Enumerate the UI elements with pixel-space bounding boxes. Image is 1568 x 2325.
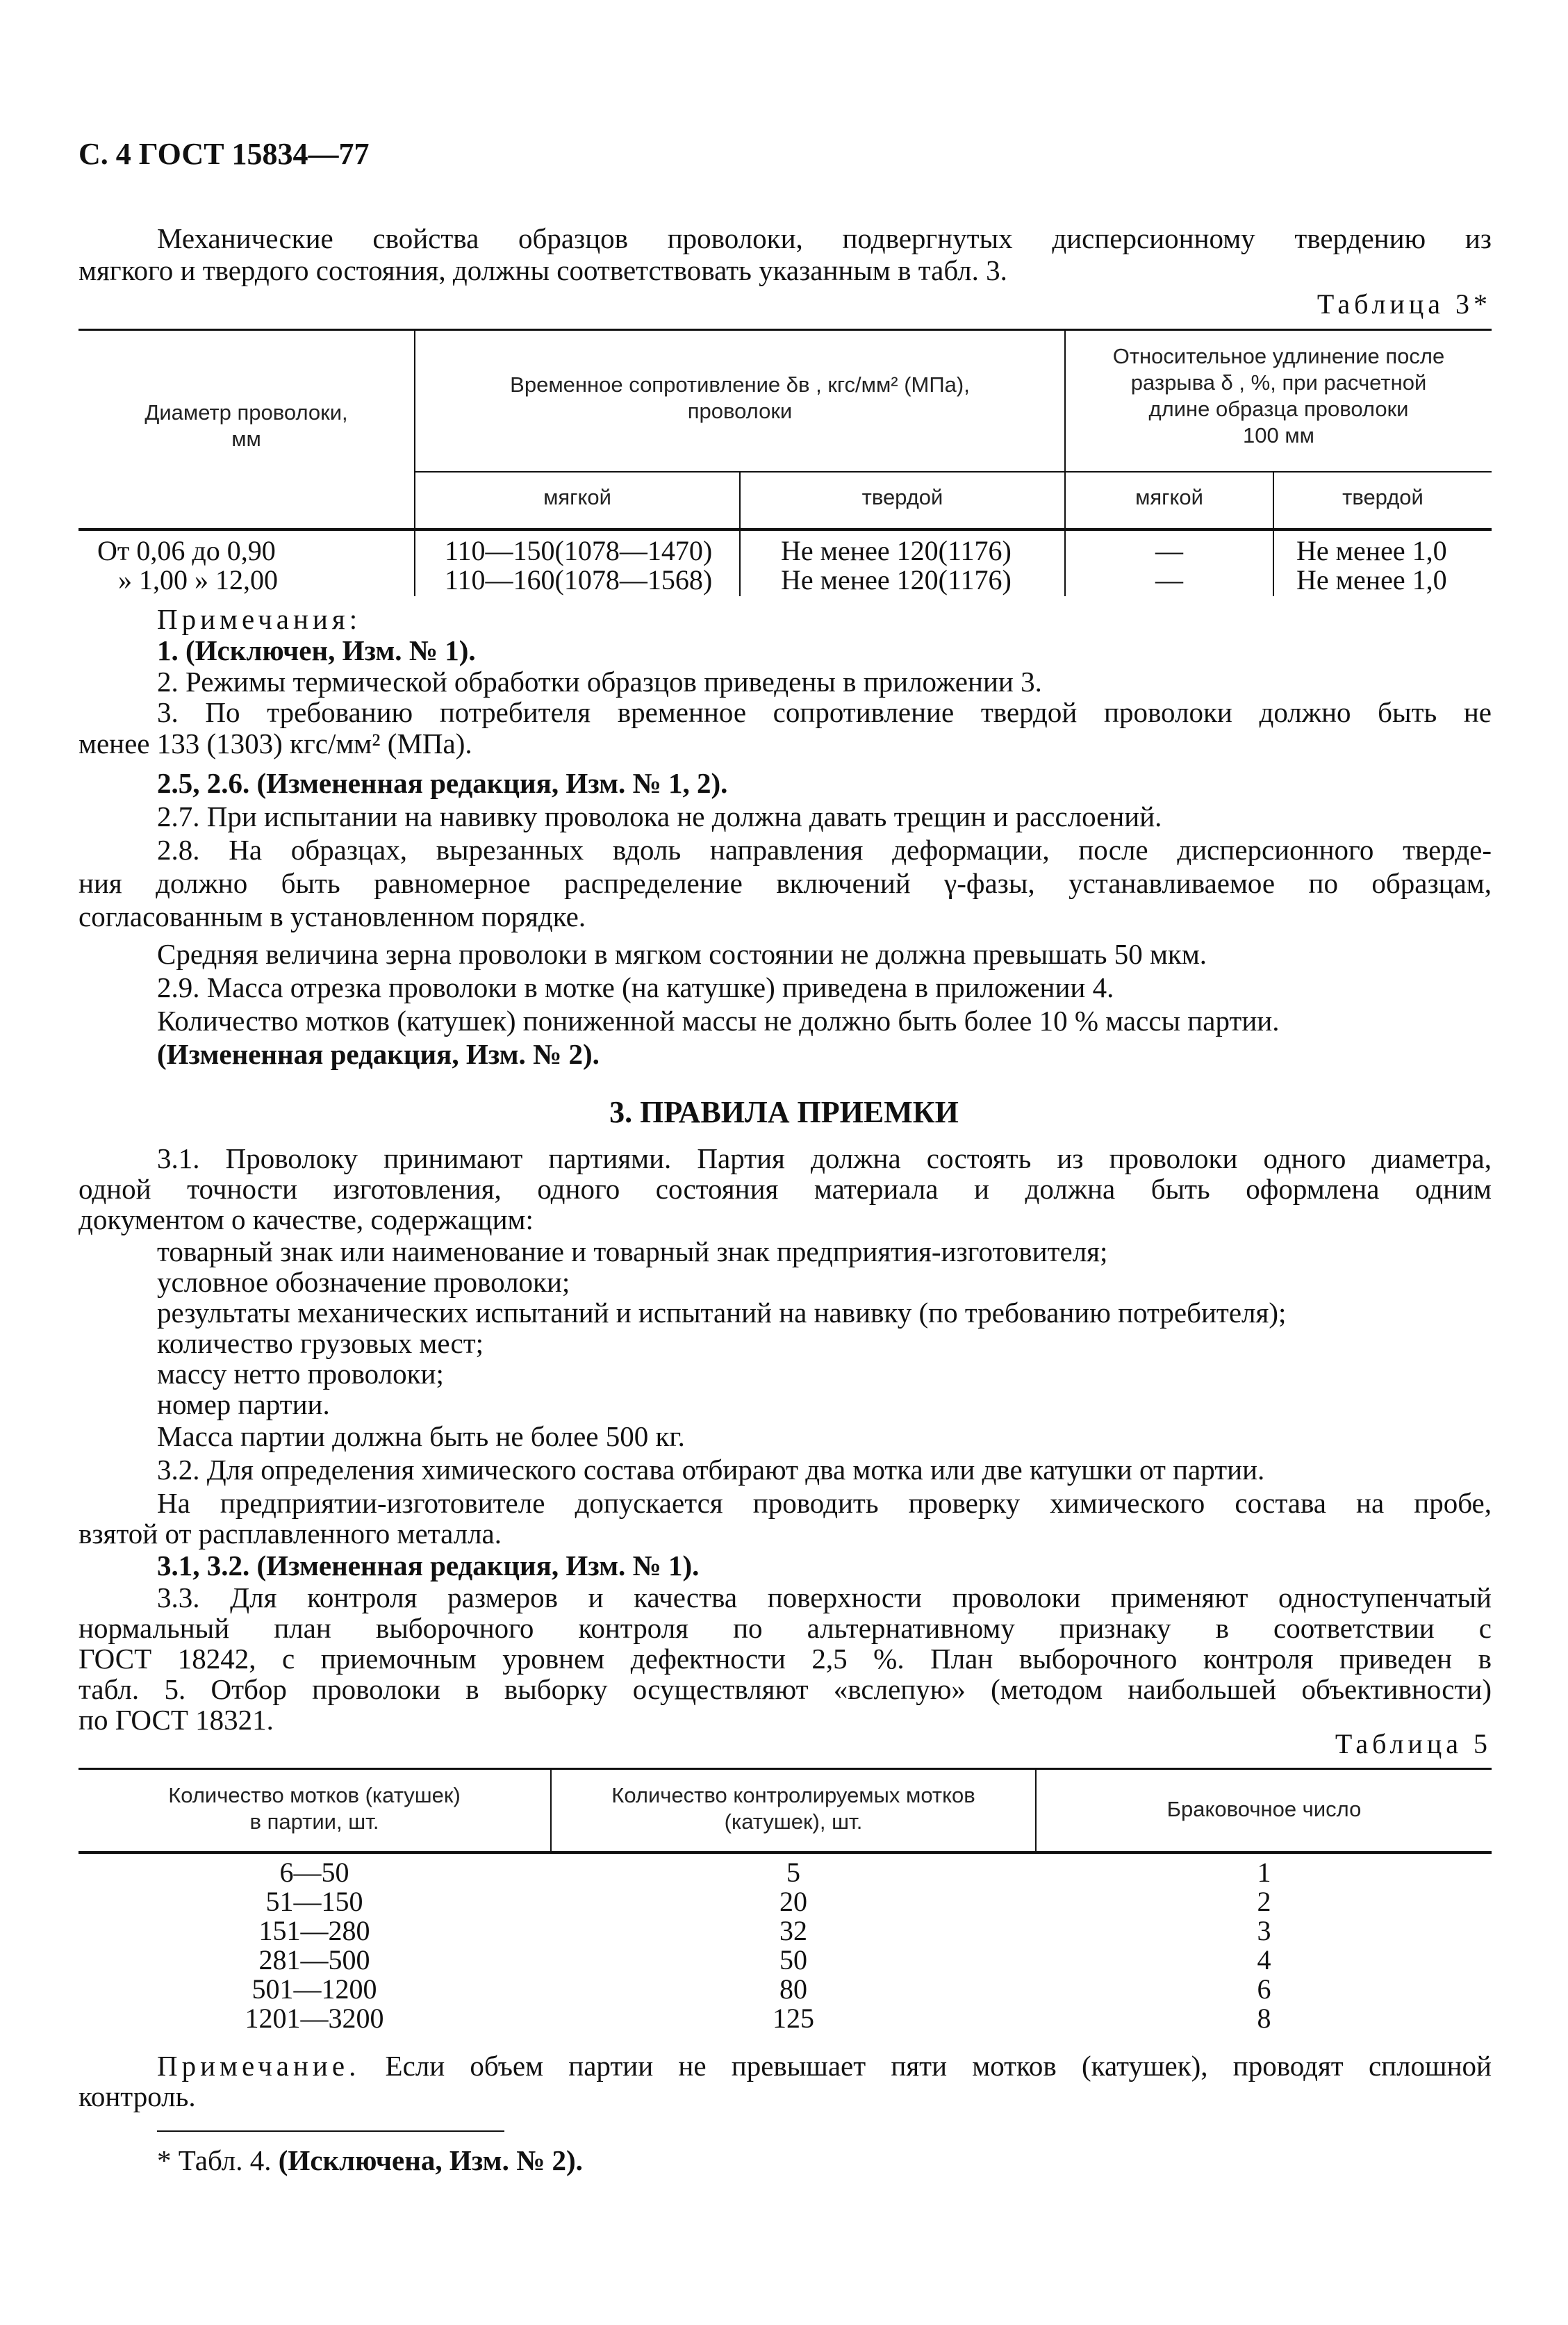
section-3-title: 3. ПРАВИЛА ПРИЕМКИ	[609, 1095, 959, 1129]
para-3-1-line1: 3.1. Проволоку принимают партиями. Партия должна состоять из проволоки одного диаметра,	[157, 1142, 1492, 1174]
table3-header-strength: Временное сопротивление δв , кгс/мм² (МПа), проволоки	[510, 372, 970, 423]
table5-cell-reject: 3	[1257, 1915, 1271, 1946]
para-2-8-line2: ния должно быть равномерное распределение включений γ-фазы, устанавливаемое по образцам,	[79, 867, 1492, 899]
table5-cell-coils: 1201—3200	[245, 2003, 384, 2034]
table5-cell-reject: 1	[1257, 1857, 1271, 1888]
para-2-8-line1: 2.8. На образцах, вырезанных вдоль направления деформации, после дисперсионного тверде-	[157, 834, 1492, 866]
table3-cell-diameter: » 1,00 » 12,00	[118, 564, 278, 595]
table5-cell-coils: 6—50	[279, 1857, 349, 1888]
table5-cell-controlled: 50	[779, 1944, 807, 1975]
footnote-prefix: * Табл. 4.	[157, 2144, 279, 2176]
para-2-7: 2.7. При испытании на навивку проволока не должна давать трещин и расслоений.	[157, 800, 1162, 832]
para-3-3-line3: ГОСТ 18242, с приемочным уровнем дефектности 2,5 %. План выборочного контроля приведен в	[79, 1643, 1492, 1675]
notes3-item-1: 1. (Исключен, Изм. № 1).	[157, 634, 476, 666]
footnote-bold: (Исключена, Изм. № 2).	[278, 2144, 583, 2176]
list-item: количество грузовых мест;	[157, 1327, 484, 1359]
notes3-item-3a: 3. По требованию потребителя временное сопротивление твердой проволоки должно быть не	[157, 696, 1492, 728]
table5-cell-coils: 281—500	[258, 1944, 370, 1975]
para-3-3-line5: по ГОСТ 18321.	[79, 1704, 274, 1736]
footnote-divider	[157, 2130, 504, 2132]
note5-label: Примечание.	[157, 2050, 361, 2082]
table5-cell-coils: 51—150	[265, 1886, 363, 1917]
note5-line1	[157, 2050, 1492, 2082]
table5-header-controlled: Количество контролируемых мотков (катушек), шт.	[611, 1783, 975, 1834]
notes3-title: Примечания:	[157, 603, 362, 635]
para-reduced-mass: Количество мотков (катушек) пониженной массы не должно быть более 10 % массы партии.	[157, 1005, 1280, 1037]
table3-cell-strength-soft: 110—160(1078—1568)	[445, 564, 713, 595]
para-2-8-line3: согласованным в установленном порядке.	[79, 901, 586, 933]
list-item: товарный знак или наименование и товарный знак предприятия-изготовителя;	[157, 1235, 1108, 1267]
para-3-3-line2: нормальный план выборочного контроля по альтернативному признаку в соответствии с	[79, 1612, 1492, 1644]
table5-cell-reject: 2	[1257, 1886, 1271, 1917]
table3-cell-strength-hard: Не менее 120(1176)	[781, 564, 1012, 595]
para-3-2-b-line2: взятой от расплавленного металла.	[79, 1518, 502, 1550]
table5-header-coils: Количество мотков (катушек) в партии, шт.	[168, 1783, 461, 1834]
para-3-3-line1: 3.3. Для контроля размеров и качества поверхности проволоки применяют одноступенчатый	[157, 1582, 1492, 1613]
table3-caption: Таблица 3*	[1317, 288, 1492, 320]
note5-line2: контроль.	[79, 2080, 196, 2112]
table5-cell-controlled: 32	[779, 1915, 807, 1946]
notes3-item-3b: менее 133 (1303) кгс/мм² (МПа).	[79, 728, 472, 759]
para-3-1-line3: документом о качестве, содержащим:	[79, 1203, 534, 1235]
note5-text: Если объем партии не превышает пяти мотков (катушек), проводят сплошной	[360, 2050, 1492, 2082]
table5-cell-controlled: 5	[786, 1857, 800, 1888]
para-2-9: 2.9. Масса отрезка проволоки в мотке (на катушке) приведена в приложении 4.	[157, 971, 1114, 1003]
footnote	[157, 2144, 1492, 2176]
table3-header-elong-hard: твердой	[1342, 485, 1423, 509]
para-grain: Средняя величина зерна проволоки в мягком состоянии не должна превышать 50 мкм.	[157, 938, 1207, 970]
table5-header-reject: Браковочное число	[1166, 1797, 1362, 1821]
para-3-1-3-2-edit: 3.1, 3.2. (Измененная редакция, Изм. № 1).	[157, 1550, 700, 1582]
para-3-2: 3.2. Для определения химического состава отбирают два мотка или две катушки от партии.	[157, 1454, 1265, 1486]
table5-cell-reject: 8	[1257, 2003, 1271, 2034]
list-item: результаты механических испытаний и испытаний на навивку (по требованию потребителя);	[157, 1297, 1287, 1329]
table5-caption: Таблица 5	[1335, 1728, 1492, 1759]
table5-cell-coils: 151—280	[258, 1915, 370, 1946]
table3-header-strength-soft: мягкой	[543, 485, 611, 509]
table3-cell-elong-hard: Не менее 1,0	[1296, 564, 1447, 595]
table5-cell-coils: 501—1200	[251, 1973, 377, 2005]
table5-cell-controlled: 20	[779, 1886, 807, 1917]
intro-line-2: мягкого и твердого состояния, должны соответствовать указанным в табл. 3.	[79, 254, 1007, 286]
table3-cell-diameter: От 0,06 до 0,90	[97, 535, 276, 566]
table3-cell-strength-hard: Не менее 120(1176)	[781, 535, 1012, 566]
para-edit-2: (Измененная редакция, Изм. № 2).	[157, 1038, 600, 1070]
page-header: С. 4 ГОСТ 15834—77	[79, 137, 370, 171]
list-item: номер партии.	[157, 1388, 330, 1420]
notes3-item-2: 2. Режимы термической обработки образцов приведены в приложении 3.	[157, 666, 1042, 698]
para-3-3-line4: табл. 5. Отбор проволоки в выборку осуществляют «вслепую» (методом наибольшей объективности)	[79, 1673, 1492, 1705]
para-mass: Масса партии должна быть не более 500 кг.	[157, 1420, 685, 1452]
table3-cell-strength-soft: 110—150(1078—1470)	[445, 535, 713, 566]
table5-cell-reject: 4	[1257, 1944, 1271, 1975]
list-item: условное обозначение проволоки;	[157, 1266, 570, 1298]
table3-header-strength-hard: твердой	[861, 485, 943, 509]
table3-cell-elong-soft: —	[1155, 564, 1183, 595]
table3-cell-elong-soft: —	[1155, 535, 1183, 566]
para-3-2-b-line1: На предприятии-изготовителе допускается проводить проверку химического состава на пробе,	[157, 1487, 1492, 1519]
table5-cell-controlled: 80	[779, 1973, 807, 2005]
list-item: массу нетто проволоки;	[157, 1358, 444, 1390]
table3-header-elong-soft: мягкой	[1135, 485, 1203, 509]
table3-cell-elong-hard: Не менее 1,0	[1296, 535, 1447, 566]
table3-header-elongation: Относительное удлинение после разрыва δ , %, при расчетной длине образца проволоки 100 мм	[1112, 344, 1445, 447]
para-2-5: 2.5, 2.6. (Измененная редакция, Изм. № 1, 2).	[157, 767, 728, 799]
para-3-1-line2: одной точности изготовления, одного состояния материала и должна быть оформлена одним	[79, 1173, 1492, 1205]
table5-cell-reject: 6	[1257, 1973, 1271, 2005]
table5-cell-controlled: 125	[773, 2003, 814, 2034]
intro-line-1: Механические свойства образцов проволоки, подвергнутых дисперсионному твердению из	[157, 222, 1492, 254]
table3-header-diameter: Диаметр проволоки, мм	[145, 400, 348, 451]
